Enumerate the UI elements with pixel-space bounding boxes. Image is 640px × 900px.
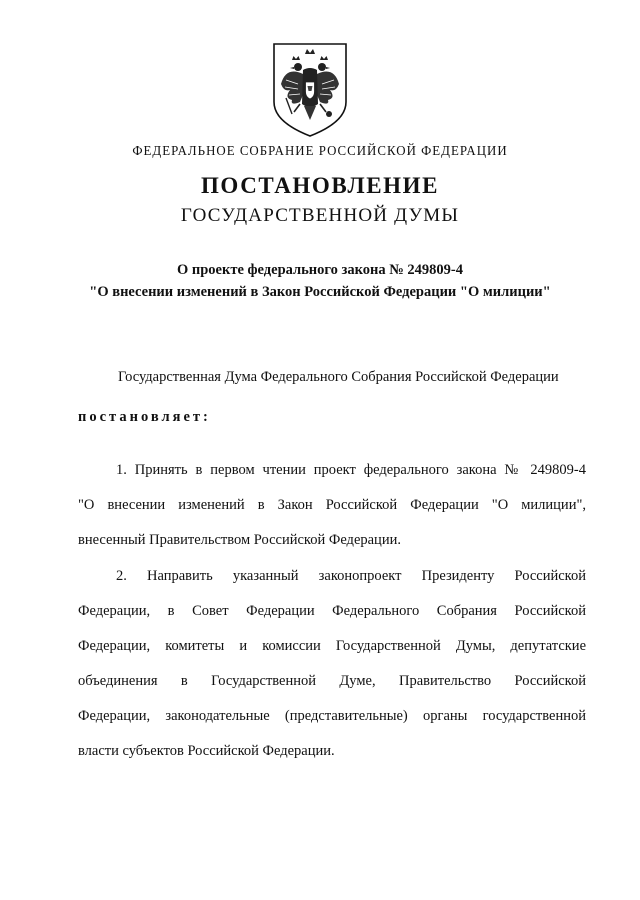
item-2-line: Федерации, в Совет Федерации Федерального Собрания Российской bbox=[78, 603, 586, 619]
subject-line-2: "О внесении изменений в Закон Российской Федерации "О милиции" bbox=[89, 284, 551, 300]
item-2-line: власти субъектов Российской Федерации. bbox=[78, 743, 335, 759]
item-1-line: "О внесении изменений в Закон Российской Федерации "О милиции", bbox=[78, 497, 586, 513]
document-type-heading: ПОСТАНОВЛЕНИЕ bbox=[200, 173, 440, 198]
coat-of-arms-icon bbox=[270, 40, 350, 140]
item-2-line: 2. Направить указанный законопроект Президенту Российской bbox=[116, 568, 586, 584]
resolution-item-2 bbox=[78, 559, 586, 769]
item-2-line: объединения в Государственной Думе, Правительство Российской bbox=[78, 673, 586, 689]
document-subject bbox=[0, 259, 640, 303]
item-1-line: внесенный Правительством Российской Федерации. bbox=[78, 532, 401, 548]
preamble-text: Государственная Дума Федерального Собрания Российской Федерации bbox=[118, 369, 559, 385]
item-1-line: 1. Принять в первом чтении проект федерального закона № 249809-4 bbox=[116, 462, 586, 478]
item-2-line: Федерации, законодательные (представительные) органы государственной bbox=[78, 708, 586, 724]
item-2-line: Федерации, комитеты и комиссии Государственной Думы, депутатские bbox=[78, 638, 586, 654]
resolves-word: постановляет: bbox=[78, 409, 211, 425]
subject-line-1: О проекте федерального закона № 249809-4 bbox=[176, 262, 464, 278]
assembly-name: ФЕДЕРАЛЬНОЕ СОБРАНИЕ РОССИЙСКОЙ ФЕДЕРАЦИИ bbox=[132, 144, 508, 159]
issuer-heading: ГОСУДАРСТВЕННОЙ ДУМЫ bbox=[180, 205, 460, 226]
resolution-item-1 bbox=[78, 453, 586, 558]
